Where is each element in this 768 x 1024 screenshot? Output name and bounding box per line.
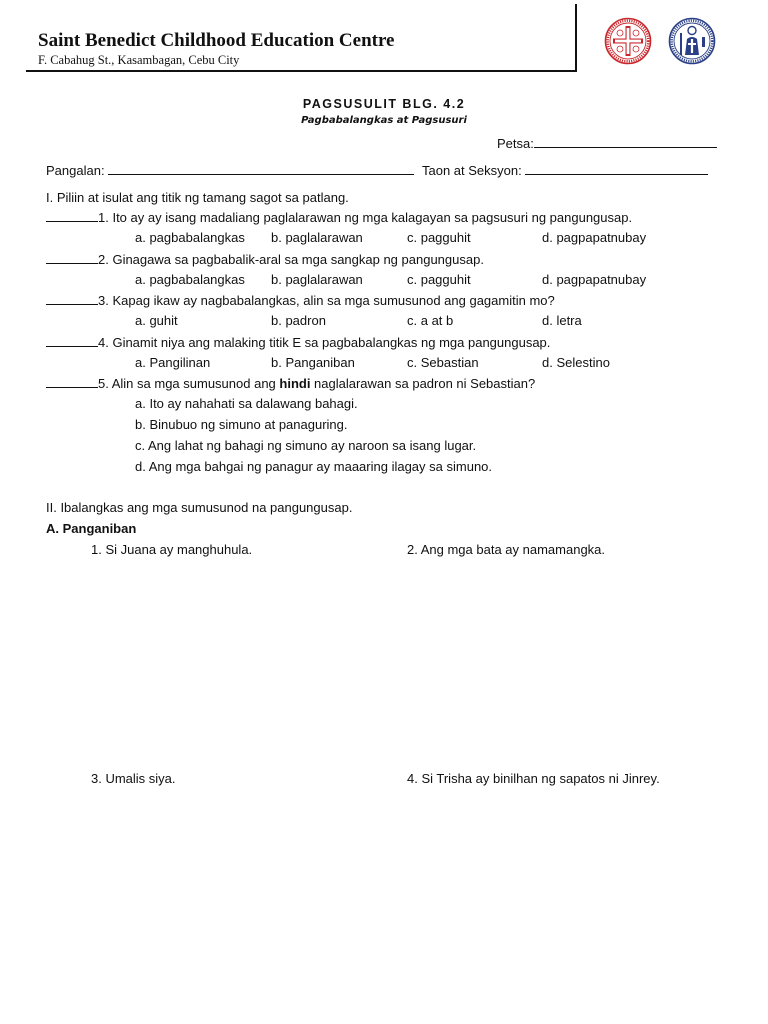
q3-choice-a: a. guhit xyxy=(135,313,178,328)
school-name: Saint Benedict Childhood Education Centre xyxy=(38,30,395,51)
q3-choice-b: b. padron xyxy=(271,313,326,328)
q5-choice-c: c. Ang lahat ng bahagi ng simuno ay naroon sa isang lugar. xyxy=(135,438,477,453)
part2-item-2: 2. Ang mga bata ay namamangka. xyxy=(407,542,606,557)
part2-instruction: II. Ibalangkas ang mga sumusunod na pangungusap. xyxy=(46,500,353,515)
question-1-text: 1. Ito ay ay isang madaliang paglalarawan ng mga kalagayan sa pagsusuri ng pangungusap. xyxy=(98,210,633,225)
q4-choice-c: c. Sebastian xyxy=(407,355,479,370)
question-1 xyxy=(46,209,632,226)
date-field xyxy=(497,135,717,152)
q4-choice-d: d. Selestino xyxy=(542,355,610,370)
year-section-field xyxy=(422,162,708,179)
name-label: Pangalan: xyxy=(46,163,105,178)
q1-choice-b: b. paglalarawan xyxy=(271,230,363,245)
part2-item-3: 3. Umalis siya. xyxy=(91,771,176,786)
question-2 xyxy=(46,251,484,268)
header-vertical-divider xyxy=(575,4,577,72)
question-5-text-before: 5. Alin sa mga sumusunod ang xyxy=(98,376,280,391)
q1-choice-d: d. pagpapatnubay xyxy=(542,230,647,245)
answer-blank-5[interactable] xyxy=(46,375,98,388)
name-blank[interactable] xyxy=(108,162,414,175)
question-5-emphasis: hindi xyxy=(279,376,311,391)
q2-choice-d: d. pagpapatnubay xyxy=(542,272,647,287)
question-2-text: 2. Ginagawa sa pagbabalik-aral sa mga sangkap ng pangungusap. xyxy=(98,252,484,267)
answer-blank-1[interactable] xyxy=(46,209,98,222)
quiz-subtitle: Pagbabalangkas at Pagsusuri xyxy=(301,115,467,126)
name-field xyxy=(46,162,414,179)
q4-choice-b: b. Panganiban xyxy=(271,355,355,370)
section-a-label: A. Panganiban xyxy=(46,521,137,536)
question-5 xyxy=(46,375,535,392)
q3-choice-c: c. a at b xyxy=(407,313,454,328)
q2-choice-a: a. pagbabalangkas xyxy=(135,272,245,287)
q1-choice-c: c. pagguhit xyxy=(407,230,471,245)
benedict-medal-red-seal-icon xyxy=(604,17,652,65)
answer-blank-4[interactable] xyxy=(46,334,98,347)
year-section-blank[interactable] xyxy=(525,162,708,175)
q5-choice-d: d. Ang mga bahgai ng panagur ay maaaring ilagay sa simuno. xyxy=(135,459,493,474)
quiz-title: PAGSUSULIT BLG. 4.2 xyxy=(302,97,466,111)
year-section-label: Taon at Seksyon: xyxy=(422,163,522,178)
q2-choice-b: b. paglalarawan xyxy=(271,272,363,287)
q2-choice-c: c. pagguhit xyxy=(407,272,471,287)
answer-blank-2[interactable] xyxy=(46,251,98,264)
part2-item-4: 4. Si Trisha ay binilhan ng sapatos ni Jinrey. xyxy=(407,771,660,786)
q5-choice-a: a. Ito ay nahahati sa dalawang bahagi. xyxy=(135,396,358,411)
date-blank[interactable] xyxy=(534,135,717,148)
part2-item-1: 1. Si Juana ay manghuhula. xyxy=(91,542,253,557)
question-3 xyxy=(46,292,555,309)
date-label: Petsa: xyxy=(497,136,534,151)
question-5-text-after: naglalarawan sa padron ni Sebastian? xyxy=(310,376,536,391)
part1-instruction: I. Piliin at isulat ang titik ng tamang sagot sa patlang. xyxy=(46,190,349,205)
question-4-text: 4. Ginamit niya ang malaking titik E sa pagbabalangkas ng mga pangungusap. xyxy=(98,335,551,350)
header-divider xyxy=(26,70,575,72)
q5-choice-b: b. Binubuo ng simuno at panaguring. xyxy=(135,417,348,432)
school-header xyxy=(0,0,768,74)
q3-choice-d: d. letra xyxy=(542,313,582,328)
question-3-text: 3. Kapag ikaw ay nagbabalangkas, alin sa mga sumusunod ang gagamitin mo? xyxy=(98,293,555,308)
saint-benedict-blue-seal-icon xyxy=(668,17,716,65)
question-4 xyxy=(46,334,550,351)
q1-choice-a: a. pagbabalangkas xyxy=(135,230,245,245)
q4-choice-a: a. Pangilinan xyxy=(135,355,211,370)
school-address: F. Cabahug St., Kasambagan, Cebu City xyxy=(38,53,240,67)
answer-blank-3[interactable] xyxy=(46,292,98,305)
